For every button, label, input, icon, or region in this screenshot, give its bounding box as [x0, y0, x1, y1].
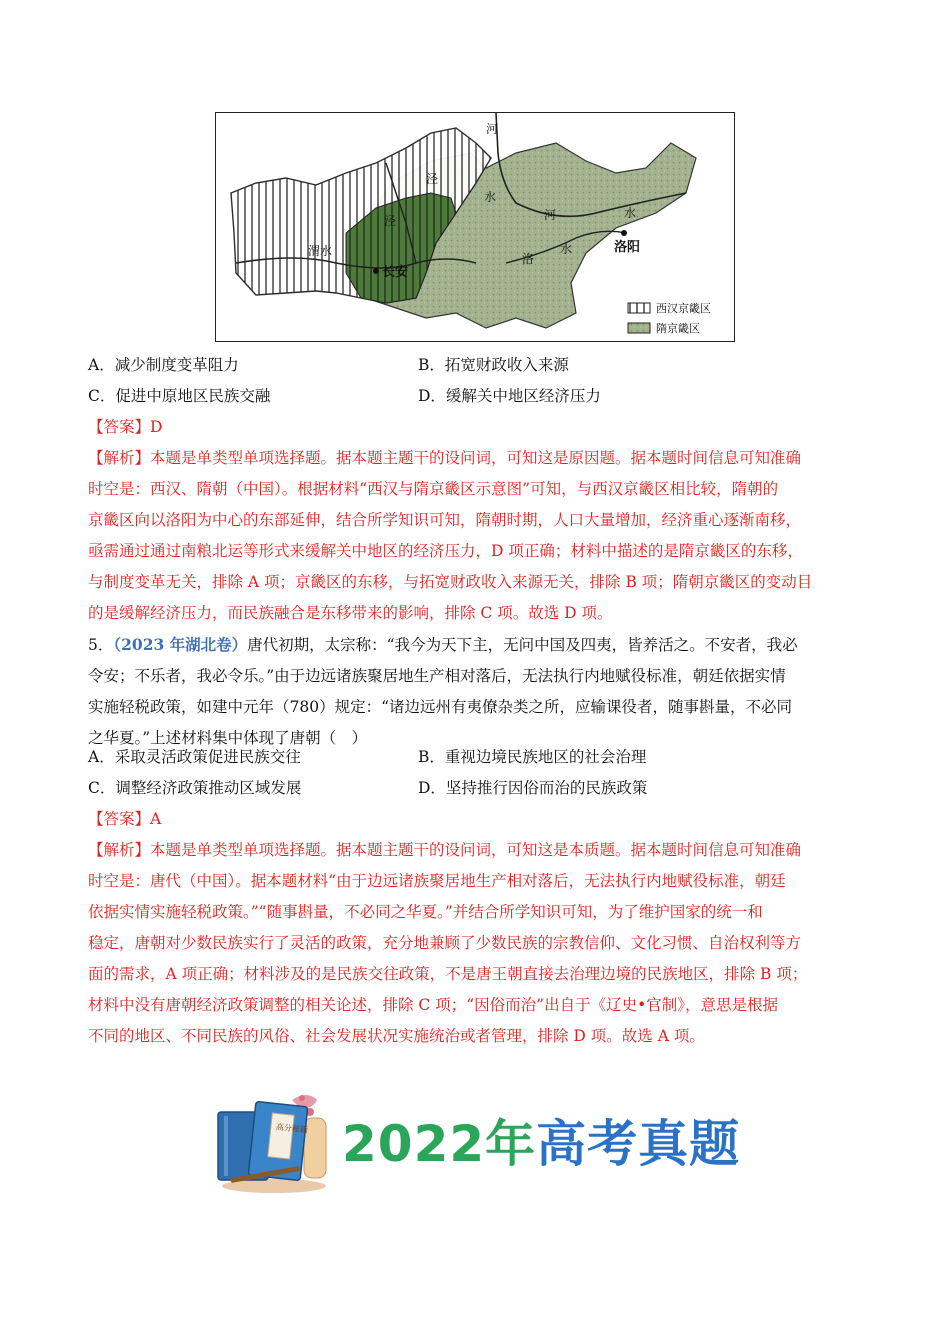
banner-text: 高考真题 [536, 1115, 741, 1173]
q4-answer: 【答案】D [88, 418, 163, 436]
q4-analysis-line: 时空是：西汉、隋朝（中国）。根据材料“西汉与隋京畿区示意图”可知，与西汉京畿区相比较，隋朝的 [88, 480, 779, 498]
capital-region-map [215, 112, 735, 342]
river-label: 水 [624, 206, 637, 220]
river-label: 泾 [426, 172, 439, 186]
books-icon [212, 1090, 337, 1195]
q4-option-a: A．减少制度变革阻力 [88, 356, 239, 374]
banner-year: 2022年 [342, 1115, 537, 1173]
q5-analysis [88, 835, 864, 1052]
q5-option-b: B．重视边境民族地区的社会治理 [418, 748, 647, 766]
q4-analysis-line: 与制度变革无关，排除 A 项；京畿区的东移，与拓宽财政收入来源无关，排除 B 项；隋朝京畿区的变动目 [88, 573, 813, 591]
q4-option-d: D．缓解关中地区经济压力 [418, 387, 601, 405]
q5-number: 5． [88, 636, 114, 654]
q4-analysis-line: 京畿区向以洛阳为中心的东部延伸，结合所学知识可知，隋朝时期，人口大量增加，经济重心逐渐南移， [88, 511, 802, 529]
q5-stem [88, 629, 864, 754]
q5-option-c: C．调整经济政策推动区域发展 [88, 779, 302, 797]
q5-answer: 【答案】A [88, 810, 162, 828]
q5-option-d: D．坚持推行因俗而治的民族政策 [418, 779, 648, 797]
map-drawing [216, 113, 735, 342]
legend-sui: 隋京畿区 [656, 322, 700, 335]
section-banner [212, 1090, 772, 1195]
book-label: 高分秘籍 [275, 1122, 309, 1135]
q5-analysis-line: 稳定，唐朝对少数民族实行了灵活的政策，充分地兼顾了少数民族的宗教信仰、文化习惯、自治权利等方 [88, 934, 802, 952]
q4-analysis [88, 443, 864, 629]
banner-title [342, 1104, 740, 1176]
river-label: 水 [560, 242, 573, 256]
city-label-changan: 长安 [382, 265, 409, 280]
luoyang-marker [621, 230, 627, 236]
legend-western-han: 西汉京畿区 [656, 302, 711, 315]
q4-option-c: C．促进中原地区民族交融 [88, 387, 271, 405]
q5-stem-line: 令安；不乐者，我必令乐。”由于边远诸族聚居地生产相对落后，无法执行内地赋役标准，朝廷依据实情 [88, 667, 786, 685]
q5-stem-text: 唐代初期，太宗称：“我今为天下主，无问中国及四夷，皆养活之。不安者，我必 [247, 636, 798, 654]
changan-marker [373, 268, 379, 274]
river-label: 水 [484, 190, 497, 204]
q4-option-b: B．拓宽财政收入来源 [418, 356, 569, 374]
q4-analysis-line: 亟需通过通过南粮北运等形式来缓解关中地区的经济压力，D 项正确；材料中描述的是隋京畿区的东移， [88, 542, 803, 560]
river-label: 泾 [384, 214, 397, 228]
q4-analysis-line: 的是缓解经济压力，而民族融合是东移带来的影响，排除 C 项。故选 D 项。 [88, 604, 613, 622]
city-label-luoyang: 洛阳 [614, 240, 641, 255]
river-label: 河 [544, 208, 557, 222]
q4-analysis-line: 【解析】本题是单类型单项选择题。据本题主题干的设问词，可知这是原因题。据本题时间信息可知准确 [88, 449, 802, 467]
q5-stem-first-line [88, 629, 864, 661]
q5-analysis-line: 【解析】本题是单类型单项选择题。据本题主题干的设问词，可知这是本质题。据本题时间信息可知准确 [88, 841, 802, 859]
river-label: 河 [486, 122, 499, 136]
q5-analysis-line: 依据实情实施轻税政策。”“随事斟量，不必同之华夏。”并结合所学知识可知，为了维护国家的统一和 [88, 903, 763, 921]
q5-option-a: A．采取灵活政策促进民族交往 [88, 748, 301, 766]
river-label: 渭水 [308, 244, 333, 258]
q5-analysis-line: 时空是：唐代（中国）。据本题材料“由于边远诸族聚居地生产相对落后，无法执行内地赋役标准，朝廷 [88, 872, 786, 890]
map-legend [628, 301, 711, 335]
q5-source: （2023 年湖北卷） [113, 635, 248, 654]
q5-analysis-line: 不同的地区、不同民族的风俗、社会发展状况实施统治或者管理，排除 D 项。故选 A 项。 [88, 1027, 705, 1045]
q5-stem-line: 之华夏。”上述材料集中体现了唐朝（ ） [88, 729, 368, 747]
q5-stem-line: 实施轻税政策，如建中元年（780）规定：“诸边远州有夷僚杂类之所，应输课役者，随事斟量，不必同 [88, 698, 793, 716]
q5-analysis-line: 面的需求，A 项正确；材料涉及的是民族交往政策，不是唐王朝直接去治理边境的民族地区，排除 B 项； [88, 965, 808, 983]
river-label: 洛 [522, 252, 535, 266]
q5-analysis-line: 材料中没有唐朝经济政策调整的相关论述，排除 C 项；“因俗而治”出自于《辽史•官制》，意思是根据 [88, 996, 778, 1014]
